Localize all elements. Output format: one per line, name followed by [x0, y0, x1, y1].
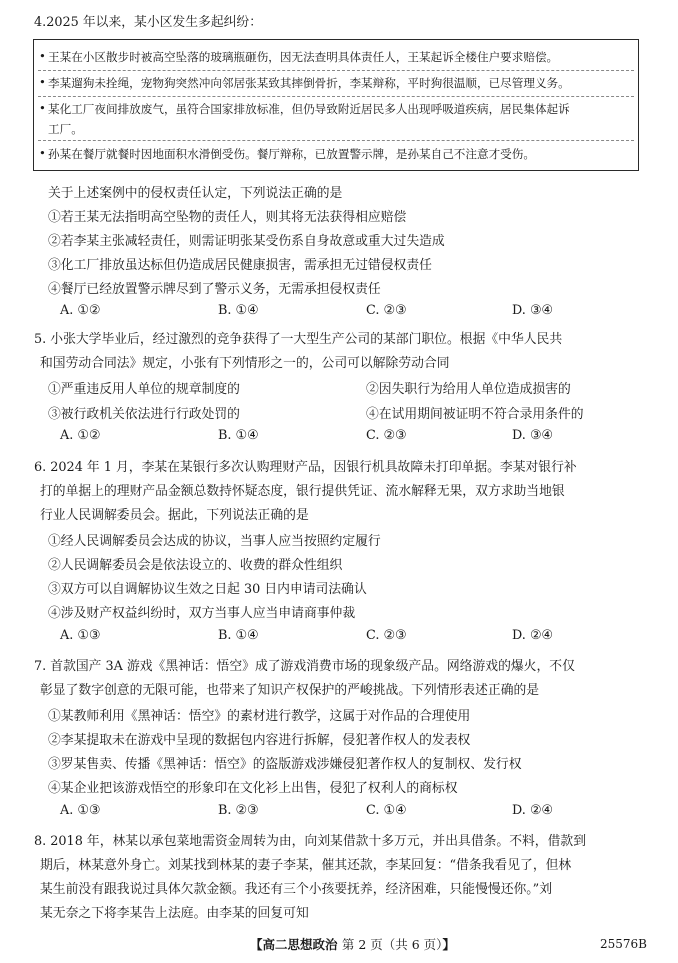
q6-statement-3: ③双方可以自调解协议生效之日起 30 日内申请司法确认	[48, 582, 367, 597]
q4-option-d[interactable]: D. ③④	[512, 303, 553, 318]
q7-stem-line-1: 7. 首款国产 3A 游戏《黑神话：悟空》成了游戏消费市场的现象级产品。网络游戏的爆火，不仅	[34, 659, 575, 674]
q4-statement-2: ②若李某主张减轻责任，则需证明张某受伤系自身故意或重大过失造成	[48, 234, 445, 249]
q5-option-c[interactable]: C. ②③	[366, 428, 407, 443]
q6-statement-4: ④涉及财产权益纠纷时，双方当事人应当申请商事仲裁	[48, 606, 356, 621]
footer-subject: 【高二思想政治 第 2 页（共 6 页）】	[250, 937, 455, 952]
case-item-1: • 王某在小区散步时被高空坠落的玻璃瓶砸伤，因无法查明具体责任人，王某起诉全楼住户要求赔偿。	[39, 49, 559, 64]
q5-stem-line-2: 和国劳动合同法》规定，小张有下列情形之一的，公司可以解除劳动合同	[40, 356, 450, 371]
q6-option-b[interactable]: B. ①④	[218, 628, 259, 643]
q7-option-c[interactable]: C. ①④	[366, 803, 407, 818]
q8-stem-line-1: 8. 2018 年，林某以承包菜地需资金周转为由，向刘某借款十多万元，并出具借条。不料，借款到	[34, 834, 586, 849]
q7-statement-3: ③罗某售卖、传播《黑神话：悟空》的盗版游戏涉嫌侵犯著作权人的复制权、发行权	[48, 757, 522, 772]
q5-option-a[interactable]: A. ①②	[60, 428, 101, 443]
q8-stem-line-3: 某生前没有跟我说过具体欠款金额。我还有三个小孩要抚养，经济困难，只能慢慢还你。”刘	[40, 882, 553, 897]
q4-option-a[interactable]: A. ①②	[60, 303, 101, 318]
q6-statement-1: ①经人民调解委员会达成的协议，当事人应当按照约定履行	[48, 534, 381, 549]
q6-statement-2: ②人民调解委员会是依法设立的、收费的群众性组织	[48, 558, 343, 573]
q4-question: 关于上述案例中的侵权责任认定，下列说法正确的是	[48, 186, 343, 201]
q6-stem-line-1: 6. 2024 年 1 月，李某在某银行多次认购理财产品，因银行机具故障未打印单据。李某对银行补	[34, 460, 577, 475]
bullet-icon: •	[39, 101, 46, 115]
q5-statement-3: ③被行政机关依法进行行政处罚的	[48, 407, 240, 422]
bullet-icon: •	[39, 49, 46, 63]
q6-option-a[interactable]: A. ①③	[60, 628, 101, 643]
q6-stem-line-2: 打的单据上的理财产品金额总数持怀疑态度，银行提供凭证、流水解释无果，双方求助当地银	[40, 484, 565, 499]
q8-stem-line-2: 期后，林某意外身亡。刘某找到林某的妻子李某，催其还款，李某回复：“借条我看见了，但林	[40, 858, 572, 873]
q6-stem-line-3: 行业人民调解委员会。据此，下列说法正确的是	[40, 508, 309, 523]
q7-statement-4: ④某企业把该游戏悟空的形象印在文化衫上出售，侵犯了权利人的商标权	[48, 781, 458, 796]
q5-option-b[interactable]: B. ①④	[218, 428, 259, 443]
dashed-divider	[38, 140, 634, 141]
footer-paper-code: 25576B	[600, 937, 647, 951]
q8-stem-line-4: 某无奈之下将李某告上法庭。由李某的回复可知	[40, 906, 309, 921]
q7-statement-2: ②李某提取未在游戏中呈现的数据包内容进行拆解，侵犯著作权人的发表权	[48, 733, 471, 748]
case-item-3: • 某化工厂夜间排放废气，虽符合国家排放标准，但仍导致附近居民多人出现呼吸道疾病，居民集体起诉	[39, 101, 570, 116]
q4-case-box	[33, 39, 639, 171]
q7-statement-1: ①某教师利用《黑神话：悟空》的素材进行教学，这属于对作品的合理使用	[48, 709, 471, 724]
q5-option-d[interactable]: D. ③④	[512, 428, 553, 443]
page-footer	[0, 935, 678, 955]
dashed-divider	[38, 70, 634, 71]
bullet-icon: •	[39, 146, 46, 160]
case-item-4: • 孙某在餐厅就餐时因地面积水滑倒受伤。餐厅辩称，已放置警示牌，是孙某自己不注意才受伤。	[39, 146, 535, 161]
case-item-3-cont: 工厂。	[48, 122, 83, 136]
bullet-icon: •	[39, 75, 46, 89]
dashed-divider	[38, 96, 634, 97]
q7-option-a[interactable]: A. ①③	[60, 803, 101, 818]
q6-option-c[interactable]: C. ②③	[366, 628, 407, 643]
q5-stem-line-1: 5. 小张大学毕业后，经过激烈的竞争获得了一大型生产公司的某部门职位。根据《中华人民共	[34, 332, 563, 347]
q5-statement-1: ①严重违反用人单位的规章制度的	[48, 382, 240, 397]
footer-page-number: 第 2 页（共 6 页）	[341, 937, 443, 952]
q5-statement-4: ④在试用期间被证明不符合录用条件的	[366, 407, 584, 422]
q7-option-d[interactable]: D. ②④	[512, 803, 553, 818]
q4-statement-4: ④餐厅已经放置警示牌尽到了警示义务，无需承担侵权责任	[48, 282, 381, 297]
case-item-2: • 李某遛狗未拴绳，宠物狗突然冲向邻居张某致其摔倒骨折，李某辩称，平时狗很温顺，已尽管理义务。	[39, 75, 570, 90]
q4-stem: 4.2025 年以来，某小区发生多起纠纷：	[34, 15, 263, 30]
q4-statement-1: ①若王某无法指明高空坠物的责任人，则其将无法获得相应赔偿	[48, 210, 407, 225]
q4-option-c[interactable]: C. ②③	[366, 303, 407, 318]
q4-option-b[interactable]: B. ①④	[218, 303, 259, 318]
q7-option-b[interactable]: B. ②③	[218, 803, 259, 818]
q5-statement-2: ②因失职行为给用人单位造成损害的	[366, 382, 571, 397]
q6-option-d[interactable]: D. ②④	[512, 628, 553, 643]
q4-statement-3: ③化工厂排放虽达标但仍造成居民健康损害，需承担无过错侵权责任	[48, 258, 432, 273]
q7-stem-line-2: 彰显了数字创意的无限可能，也带来了知识产权保护的严峻挑战。下列情形表述正确的是	[40, 683, 540, 698]
